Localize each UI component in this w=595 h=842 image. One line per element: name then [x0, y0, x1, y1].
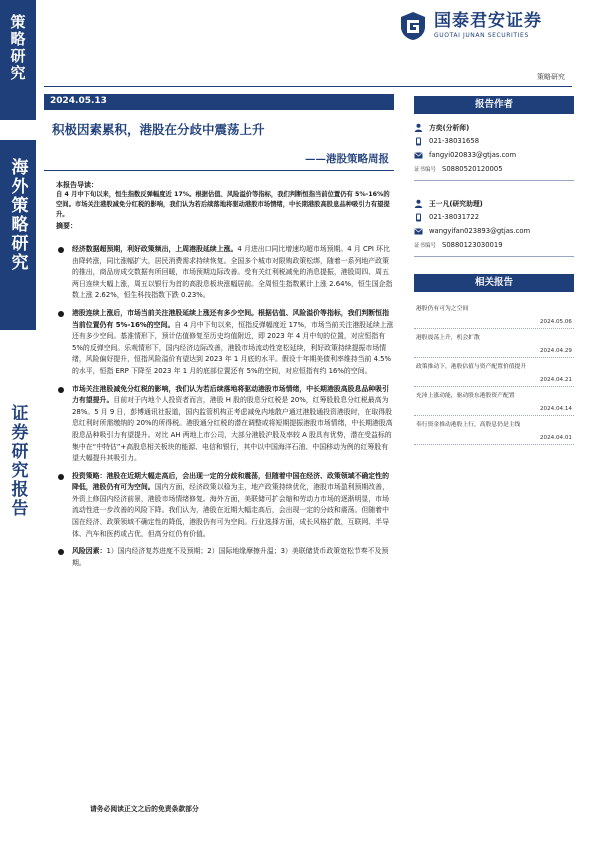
related-report-title: 奉行资金推动港股上行，高股息仍是主线 [416, 422, 521, 428]
related-report-title: 港股仍有可为之空间 [416, 306, 469, 312]
strip-label-strategy: 策略研究 [8, 14, 27, 82]
brand-emblem-icon [398, 11, 428, 41]
title-divider [44, 170, 394, 171]
strip-section-overseas [0, 140, 36, 330]
bullet-lead: 市场关注港股减免分红税的影响，我们认为若后续落地将驱动港股市场情绪，中长期港股高股息品种吸引力有望提升。 [72, 384, 389, 405]
strip-label-report: 证券研究报告 [7, 404, 28, 518]
related-report-item[interactable] [414, 416, 574, 445]
date-bar [44, 94, 394, 110]
report-subtitle: ——港股策略周报 [305, 153, 389, 165]
bullet-item [56, 471, 394, 541]
guide-heading: 本报告导读： [56, 181, 98, 189]
author-card [414, 196, 574, 252]
related-report-title: 政策推动下，港股估值与资产配置价值提升 [416, 364, 527, 370]
email-icon [414, 151, 423, 160]
related-report-date: 2024.04.01 [539, 435, 572, 441]
author-phone: 021-38031658 [429, 137, 480, 145]
strip-section-strategy [0, 0, 36, 120]
bullet-body: 国内方面，经济政策以稳为主，地产政策持续优化，港股市场盈利预期改善，外资上修国内经济前景，港股市场情绪修复。海外方面，美联储可扩会缩和劳动力市场的逐渐明显，市场流动性进一步改善的风险下降。我们认为，港股在近期大幅走高后，会出现一定的分歧和震荡。但随着中国在经济、政策领域不确定性的降低，港股仍有可为空间。行业选择方面，成长风格扩散，互联网、半导体、汽车和医药或占优，但高分红仍有价值。 [72, 483, 389, 538]
bullet-lead: 风险因素： [72, 547, 107, 556]
abstract-heading: 摘要： [56, 222, 77, 230]
bullet-lead: 港股连续上涨后，市场当前关注港股延续上涨还有多少空间。根据估值、风险溢价等指标，我们判断恒指当前位置仍有 5%-16%的空间。 [72, 308, 389, 329]
guide-text: 自 4 月中下旬以来，恒生指数反弹幅度近 17%。根据估值、风险溢价等指标，我们判断恒指当前位置仍有 5%-16%的空间。市场关注港股减免分红税的影响，我们认为若后续落地将驱动港股市场情绪，中长期港股高股息品种吸引力有望提升。 [56, 191, 390, 218]
bullet-dot-icon [58, 474, 64, 480]
author-divider [414, 256, 574, 257]
related-report-item[interactable] [414, 329, 574, 358]
bullet-dot-icon [58, 549, 64, 555]
bullet-dot-icon [58, 387, 64, 393]
bullet-body: 目前对于内地个人投资者而言，港股 H 股的股息分红税是 20%，红筹股股息分红税最高为 28%。5 月 9 日，彭博通讯社报道，国内监管机构正考虑减免内地散户通过港股通投资港股时，在取得股息红利时所需缴纳的 20%的所得税。港股通分红税的潜在调整或将短期提振港股市场情绪，中长期港股高股息品种吸引力有望提升。对比 AH 两地上市公司，大部分港股沪股及率较 A 股具有优势，潜在受益标的集中在“中特估”+高股息相关板块的能源、电信和银行，其中以中国海洋石油、中国移动为例的红筹股有望大幅提升其吸引力。 [72, 396, 393, 463]
related-report-title: 港股震荡上升，机会扩散 [416, 335, 480, 341]
bullet-item [56, 244, 394, 302]
related-report-item[interactable] [414, 300, 574, 329]
cert-label: 证书编号 [414, 167, 437, 173]
bullet-body: 4 月进出口同比增速均超市场预期。4 月 CPI 环比由降转涨，同比涨幅扩大，居民消费需求持续恢复。全国多个城市对限购政策松绑，随着一系列地产政策的推出，商品房成交数据有所回暖，市场预期边际改善。受有关红利税减免的消息提振，港股周四、周五两日连续大幅上涨，周五以银行为首的高股息板块涨幅居前。全周恒生指数累计上涨 2.64%，恒生国企指数上涨 2.62%，恒生科技指数下跌 0.23%。 [72, 245, 393, 300]
author-email[interactable]: wangyifan023893@gtjas.com [429, 227, 531, 235]
brand-name-cn: 国泰君安证券 [434, 11, 542, 31]
brand-name-en: GUOTAI JUNAN SECURITIES [434, 32, 529, 39]
report-guide [56, 180, 394, 231]
left-strip [0, 0, 36, 842]
disclaimer-footer: 请务必阅读正文之后的免责条款部分 [90, 805, 199, 813]
strip-section-report [0, 400, 36, 540]
person-icon [414, 123, 423, 132]
phone-icon [414, 213, 423, 222]
related-report-date: 2024.04.21 [539, 377, 572, 383]
bullet-lead: 投资策略：港股在近期大幅走高后，会出现一定的分歧和震荡，但随着中国在经济、政策领域不确定性的降低，港股仍有可为空间。 [72, 471, 389, 492]
header-divider [44, 86, 572, 87]
email-icon [414, 227, 423, 236]
author-email[interactable]: fangyi020833@gtjas.com [429, 151, 517, 159]
phone-icon [414, 137, 423, 146]
related-report-item[interactable] [414, 387, 574, 416]
bullet-body: 1）国内经济复苏进度不及预期；2）国际地缘摩擦升温；3）美联储货币政策宽松节奏不及预期。 [72, 547, 389, 567]
author-phone: 021-38031722 [429, 213, 480, 221]
bullet-item [56, 384, 394, 465]
author-name: 王一凡(研究助理) [429, 200, 483, 208]
related-report-date: 2024.05.06 [539, 319, 572, 325]
bullet-dot-icon [58, 247, 64, 253]
bullet-lead: 经济数据超预期，利好政策频出，上周港股延续上涨。 [72, 245, 238, 253]
report-title: 积极因素累积，港股在分歧中震荡上升 [52, 122, 265, 137]
authors-heading: 报告作者 [414, 96, 574, 114]
author-cert: S0880520120005 [442, 165, 503, 173]
author-name: 方奕(分析师) [429, 124, 470, 132]
related-report-item[interactable] [414, 358, 574, 387]
report-type-label: 策略研究 [537, 73, 565, 81]
author-card [414, 120, 574, 176]
author-divider [414, 180, 574, 181]
cert-label: 证书编号 [414, 243, 437, 249]
brand-logo [398, 8, 588, 44]
related-report-date: 2024.04.14 [539, 406, 572, 412]
bullet-item [56, 546, 394, 569]
report-date: 2024.05.13 [50, 96, 107, 106]
bullet-body: 自 4 月中下旬以来，恒指反弹幅度近 17%，市场当前关注港股延续上涨还有多少空间。基准情形下，预计估值修复至历史均值附近，即 2023 年 4 月中旬的位置，对应恒指有 5%的反弹空间。乐观情形下，国内经济边际改善，港股市场流动性宽松延续，利好政策持续提振市场情绪，风险偏好提升，恒指风险溢价有望达到 2023 年 1 月底的水平。假设十年期美债利率维持当前 4.5%的水平，恒指 ERP 下降至 2023 年 1 月的底部位置还有 5%的空间，对应恒指有约 16%的空间。 [72, 320, 394, 375]
bullet-dot-icon [58, 311, 64, 317]
author-cert: S0880123030019 [442, 241, 503, 249]
related-heading: 相关报告 [414, 274, 574, 292]
abstract-bullets [56, 244, 394, 575]
bullet-item [56, 308, 394, 378]
related-report-title: 充沛上涨动能，驱动股东港股资产配置 [416, 393, 515, 399]
related-reports-list [414, 300, 574, 445]
strip-label-overseas: 海外策略研究 [7, 158, 28, 272]
person-icon [414, 199, 423, 208]
related-report-date: 2024.04.29 [539, 348, 572, 354]
